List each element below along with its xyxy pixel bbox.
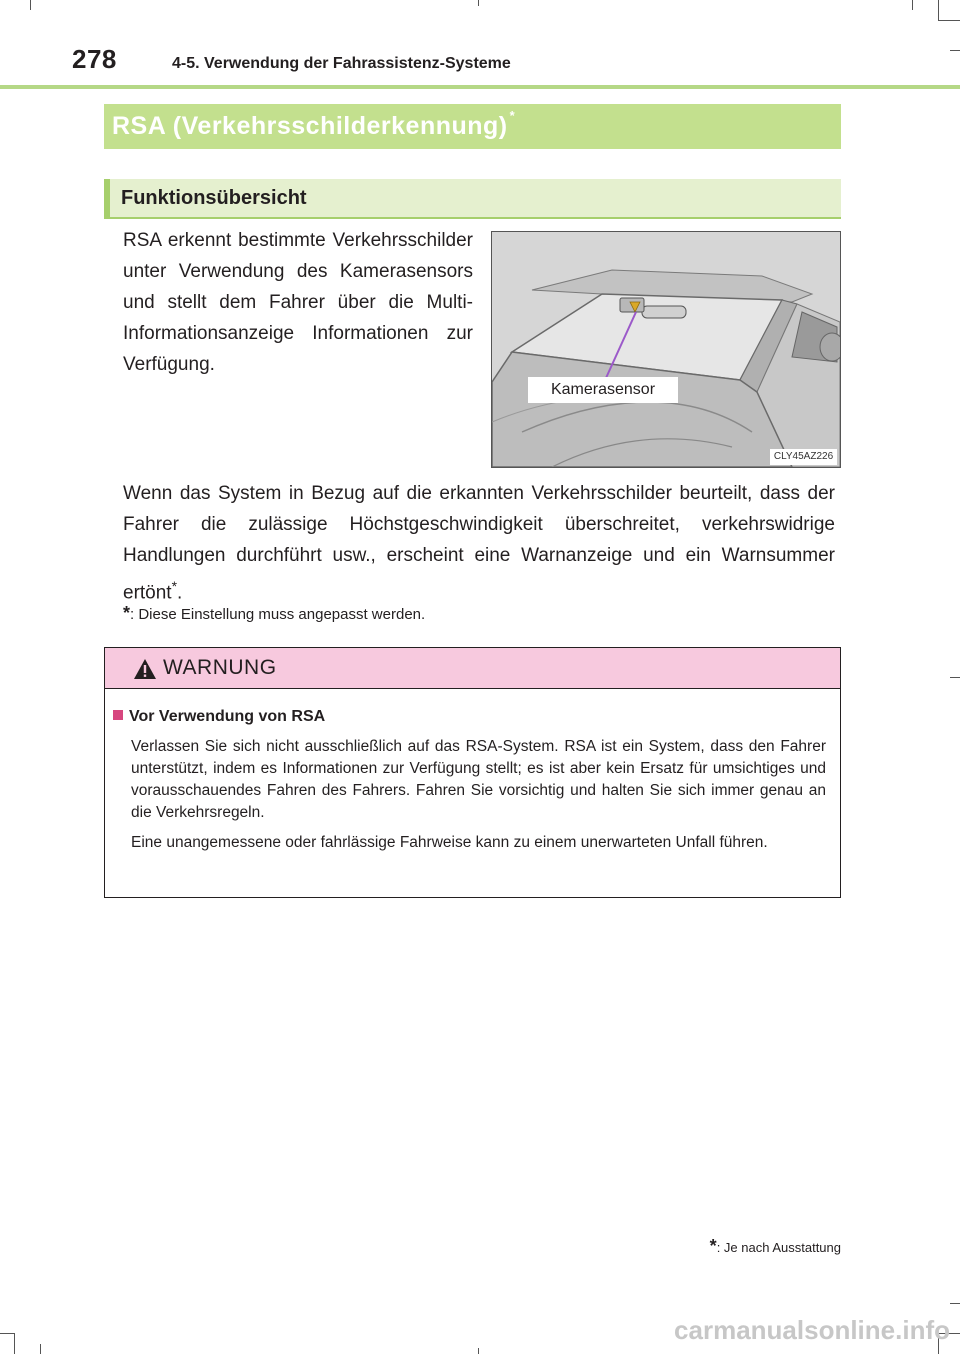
warning-paragraph: Verlassen Sie sich nicht ausschließlich auf das RSA-System. RSA ist ein System, dass den Fahrer unterstützt, indem es Informationen zur Verfügung stellt; es ist aber kein Ersatz für umsichtiges und vorausschauendes Fahren des Fahrers. Fahren Sie vorsichtig und halten Sie sich immer genau an die Verkehrsregeln. — [131, 738, 826, 821]
bullet-square-icon — [113, 710, 123, 720]
warning-item-title-text: Vor Verwendung von RSA — [129, 708, 326, 725]
warning-header — [105, 648, 840, 689]
crop-mark — [938, 20, 960, 21]
body-end: . — [177, 582, 183, 604]
footnote — [123, 603, 425, 624]
body-paragraph — [123, 478, 835, 608]
car-camera-illustration — [491, 231, 841, 468]
page-footnote-text: : Je nach Ausstattung — [716, 1240, 841, 1255]
footnote-text: : Diese Einstellung muss angepasst werden. — [130, 606, 426, 623]
warning-paragraph: Eine unangemessene oder fahrlässige Fahrweise kann zu einem unerwarteten Unfall führen. — [131, 834, 768, 851]
warning-item-title — [113, 708, 325, 726]
chapter-title: 4-5. Verwendung der Fahrassistenz-Systeme — [172, 55, 511, 72]
figure-callout-label: Kamerasensor — [528, 377, 678, 403]
header-rule — [0, 85, 960, 89]
crop-mark — [938, 0, 939, 20]
crop-mark — [950, 677, 960, 678]
subsection-title: Funktionsübersicht — [121, 187, 307, 209]
figure-code: CLY45AZ226 — [770, 449, 837, 465]
body-mark: * — [171, 578, 178, 594]
crop-mark — [30, 0, 31, 10]
section-title-mark: * — [509, 108, 516, 123]
crop-mark — [478, 0, 479, 6]
page-footnote-mark: * — [709, 1236, 717, 1256]
crop-mark — [950, 1303, 960, 1304]
crop-mark — [950, 50, 960, 51]
subsection-accent — [104, 179, 110, 217]
warning-triangle-icon — [133, 658, 157, 680]
crop-mark — [40, 1344, 41, 1354]
subsection-underline — [104, 217, 841, 219]
page-footnote — [710, 1236, 841, 1257]
subsection-bar — [104, 179, 841, 217]
crop-mark — [0, 1333, 14, 1334]
warning-title: WARNUNG — [163, 656, 277, 679]
section-title-bar — [104, 104, 841, 149]
watermark: carmanualsonline.info — [674, 1315, 950, 1345]
section-title — [112, 108, 516, 141]
crop-mark — [912, 0, 913, 10]
car-illustration — [492, 232, 840, 467]
crop-mark — [478, 1348, 479, 1354]
section-title-text: RSA (Verkehrsschilderkennung) — [112, 112, 508, 140]
footnote-mark: * — [123, 603, 131, 623]
page-number: 278 — [72, 44, 117, 74]
intro-paragraph: RSA erkennt bestimmte Verkehrsschilder unter Verwendung des Kamerasensors und stellt dem Fahrer über die Multi-Informationsanzeige Informationen zur Verfügung. — [123, 230, 473, 375]
body-text: Wenn das System in Bezug auf die erkannten Verkehrsschilder beurteilt, dass der Fahrer die zulässige Höchstgeschwindigkeit überschreitet, verkehrswidrige Handlungen durchführt usw., erscheint eine Warnanzeige und ein Warnsummer ertönt — [123, 483, 835, 604]
crop-mark — [14, 1333, 15, 1354]
warning-box — [104, 647, 841, 898]
